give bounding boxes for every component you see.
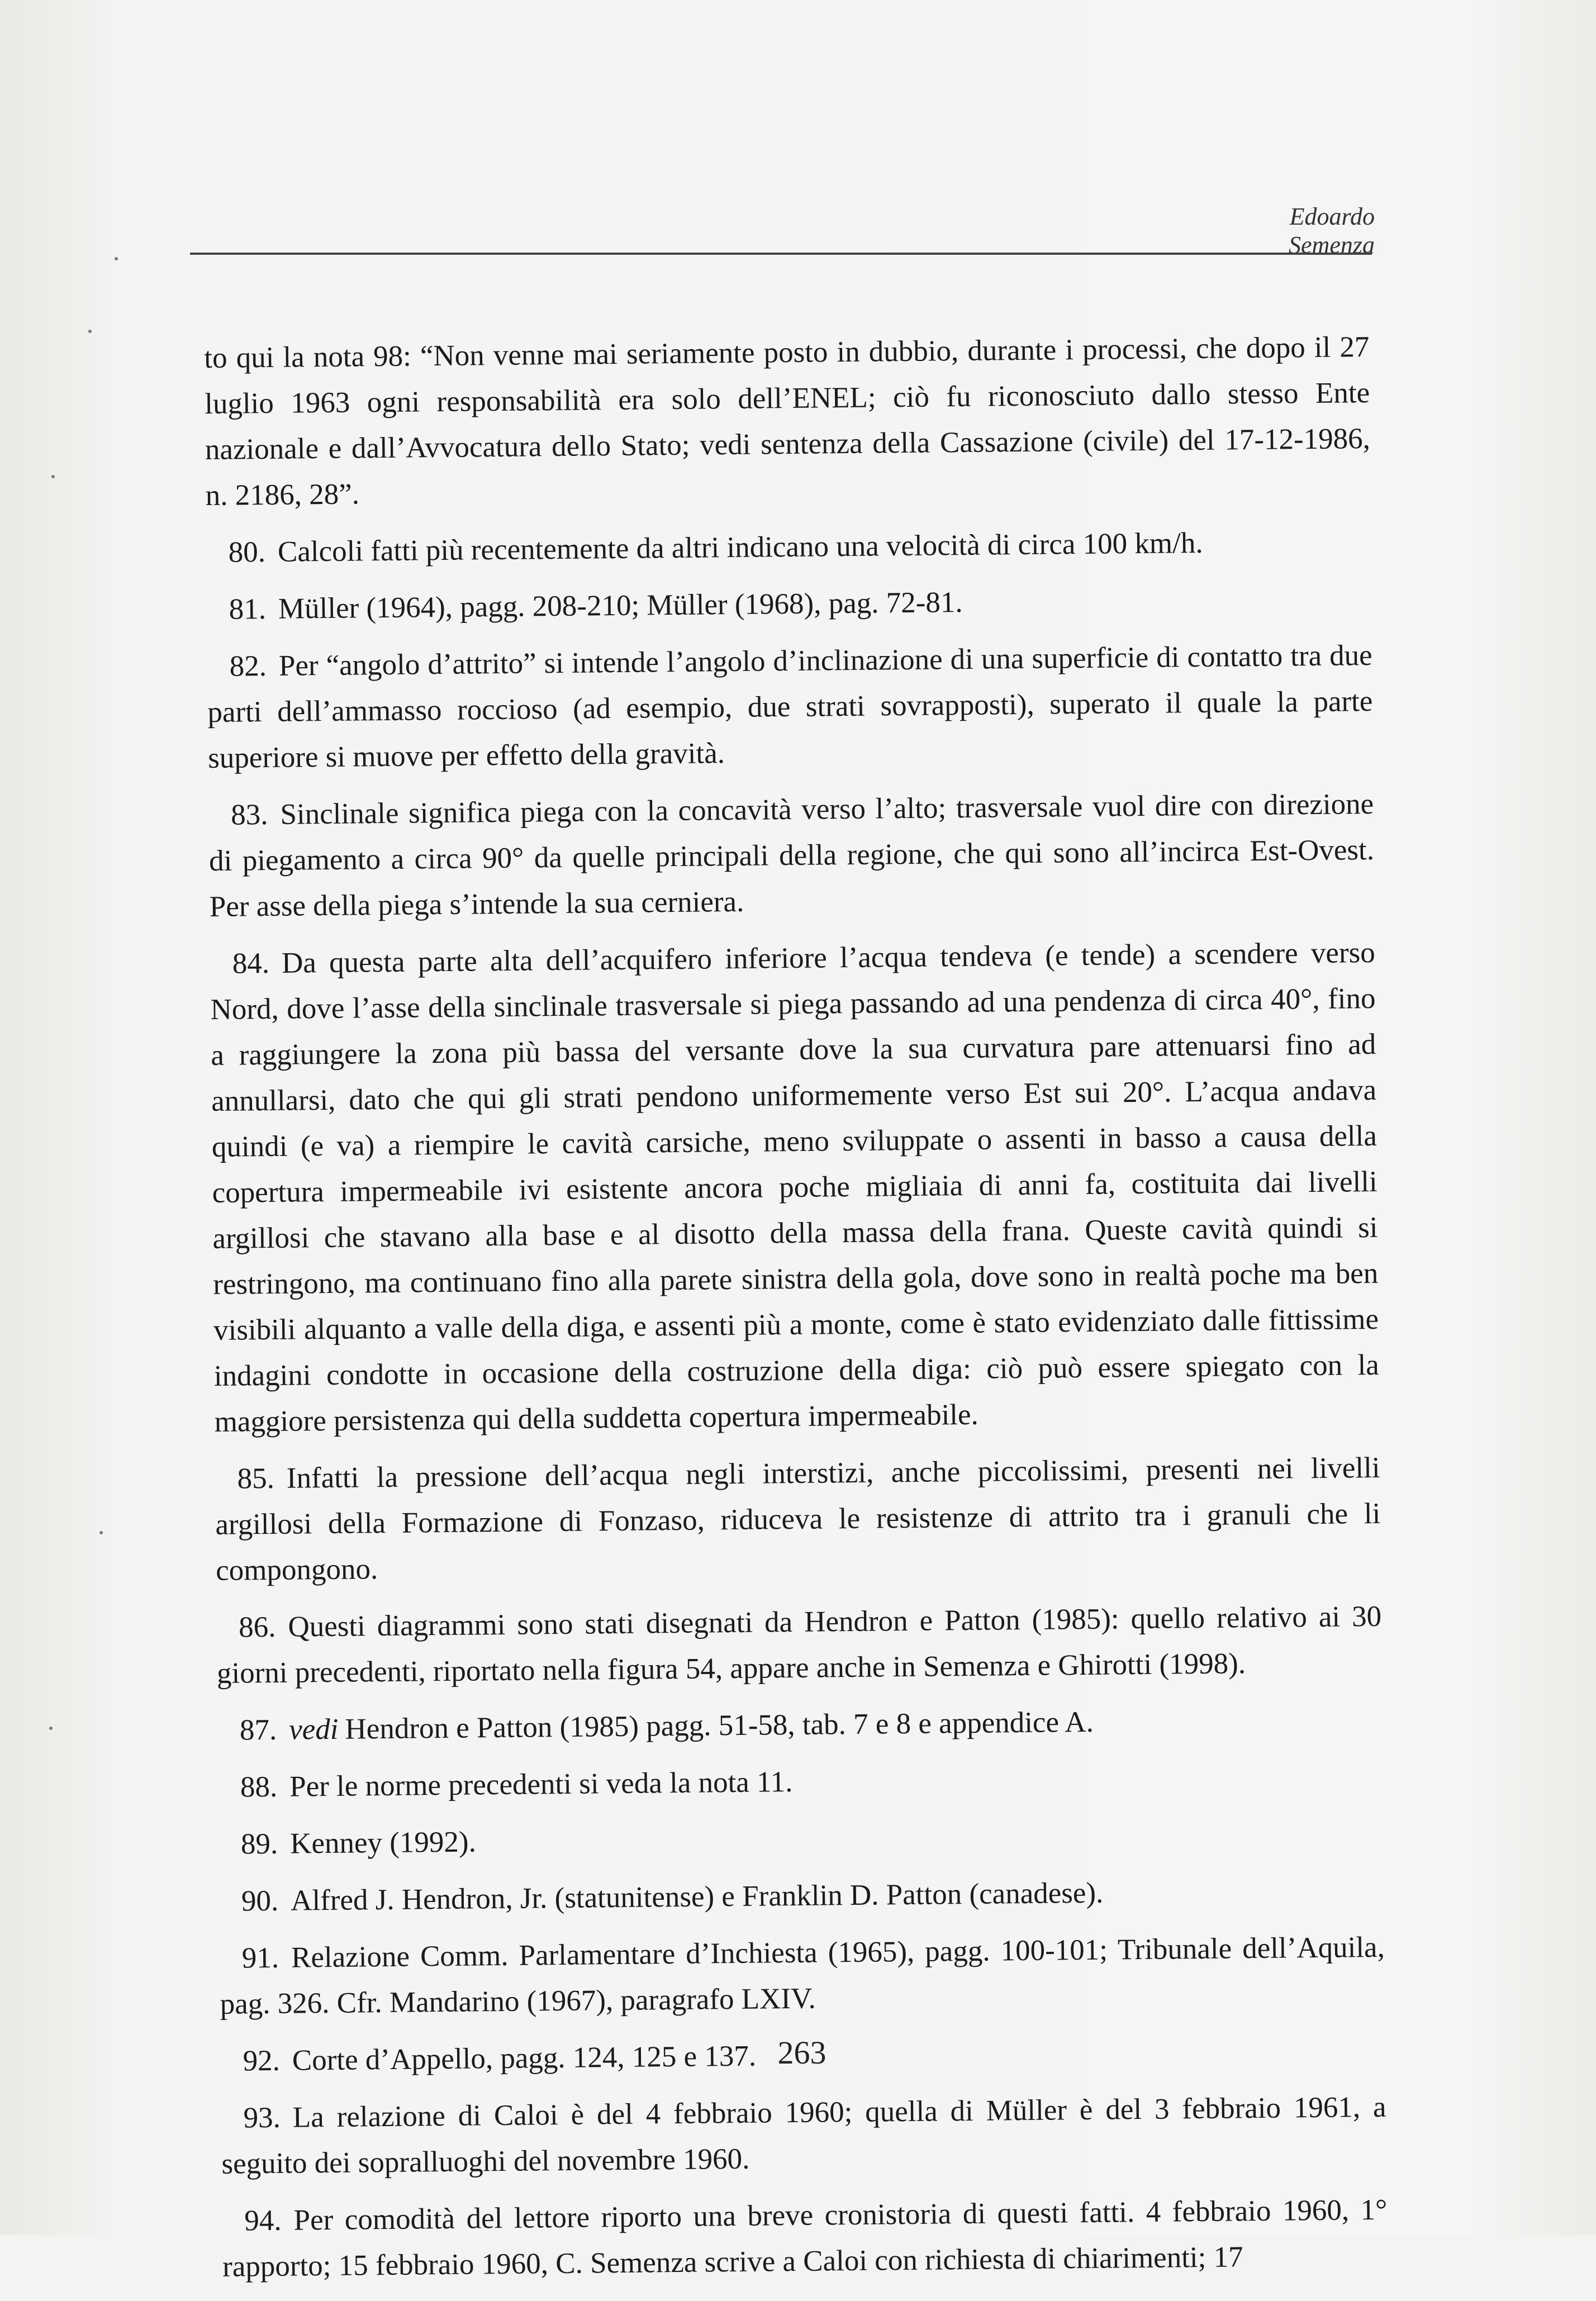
note-text: Calcoli fatti più recentemente da altri indicano una velocità di circa 100 km/h. [277,526,1203,568]
note-text: Per comodità del lettore riporto una breve cronistoria di questi fatti. 4 febbraio 1960, 1° rapporto; 15 febbraio 1960, C. Semenza scrive a Caloi con richiesta di chiarimenti; 17 [222,2193,1388,2283]
note-94 [222,2187,1388,2290]
note-number: 84. [232,947,270,980]
note-text: Relazione Comm. Parlamentare d’Inchiesta (1965), pagg. 100-101; Tribunale dell’Aquila, pag. 326. Cfr. Mandarino (1967), paragrafo LXIV. [220,1931,1385,2020]
note-84 [210,930,1380,1445]
scan-speck [99,1531,103,1534]
note-87 [217,1696,1383,1753]
notes-body [204,324,1388,2301]
note-text: Sinclinale significa piega con la concavità verso l’alto; trasversale vuol dire con direzione di piegamento a circa 90° da quelle principali della regione, che qui sono all’incirca Est-Ovest. Per asse della piega s’intende la sua cerniera. [208,787,1375,923]
running-header: Edoardo Semenza [1289,203,1375,259]
note-85 [215,1445,1381,1594]
note-80 [206,519,1371,576]
scan-speck [115,257,118,260]
note-number: 89. [240,1827,278,1861]
note-number: 94. [244,2204,282,2237]
note-86 [216,1594,1382,1696]
note-89 [218,1810,1384,1867]
note-93 [221,2084,1386,2187]
note-text: Hendron e Patton (1985) pagg. 51-58, tab. 7 e 8 e appendice A. [345,1705,1094,1746]
note-text: Da questa parte alta dell’acquifero inferiore l’acqua tendeva (e tende) a scendere verso Nord, dove l’asse della sinclinale trasversale si piega passando ad una pendenza di circa 40°, fino a raggiungere la zona più bassa del versante dove la sua curvatura pare attenuarsi fino ad annullarsi, dato che qui gli strati pendono uniformemente verso Est sui 20°. L’acqua andava quindi (e va) a riempire le cavità carsiche, meno sviluppate o assenti in basso a causa della copertura impermeabile ivi esistente ancora poche migliaia di anni fa, costituita dai livelli argillosi che stavano alla base e al disotto della massa della frana. Queste cavità quindi si restringono, ma continuano fino alla parete sinistra della gola, dove sono in realtà poche ma ben visibili alquanto a valle della diga, e assenti più a monte, come è stato evidenziato dalle fittissime indagini condotte in occasione della costruzione della diga: ciò può essere spiegato con la maggiore persistenza qui della suddetta copertura impermeabile. [210,936,1380,1438]
note-text: Corte d’Appello, pagg. 124, 125 e 137. [292,2039,757,2077]
note-number: 88. [240,1770,278,1804]
note-91 [219,1924,1385,2027]
scan-speck [51,475,55,478]
note-number: 85. [237,1462,275,1495]
note-83 [208,781,1375,930]
note-text: Alfred J. Hendron, Jr. (statunitense) e Franklin D. Patton (canadese). [290,1876,1104,1917]
note-number: 87. [239,1713,277,1747]
note-text: Müller (1964), pagg. 208-210; Müller (1968), pag. 72-81. [278,586,963,625]
note-lead-italic: vedi [288,1713,339,1746]
note-number: 86. [238,1610,276,1644]
note-81 [206,576,1372,633]
note-number: 80. [228,535,266,569]
note-88 [218,1753,1384,1810]
note-text: Per “angolo d’attrito” si intende l’angolo d’inclinazione di una superficie di contatto tra due parti dell’ammasso roccioso (ad esempio, due strati sovrapposti), superato il quale la parte superiore si muove per effetto della gravità. [207,639,1373,774]
page-number: 263 [777,2034,826,2071]
note-82 [207,633,1373,781]
note-number: 93. [243,2101,281,2134]
scan-speck [49,1727,53,1730]
note-90 [219,1867,1385,1924]
header-rule [190,253,1372,255]
note-number: 90. [241,1884,279,1918]
note-text: La relazione di Caloi è del 4 febbraio 1960; quella di Müller è del 3 febbraio 1961, a seguito dei sopralluoghi del novembre 1960. [221,2090,1386,2180]
note-text: Kenney (1992). [289,1825,477,1860]
note-number: 91. [241,1941,279,1975]
note-number: 82. [229,649,267,683]
note-text: Infatti la pressione dell’acqua negli interstizi, anche piccolissimi, presenti nei livelli argillosi della Formazione di Fonzaso, riduceva le resistenze di attrito tra i granuli che li compongono. [215,1451,1381,1587]
note-number: 83. [230,798,268,831]
note-number: 81. [229,592,267,626]
note-text: Questi diagrammi sono stati disegnati da Hendron e Patton (1985): quello relativo ai 30 giorni precedenti, riportato nella figura 54, appare anche in Semenza e Ghirotti (1998). [216,1600,1382,1690]
scan-speck [88,330,92,333]
note-text: Per le norme precedenti si veda la nota 11. [289,1766,793,1803]
note-number: 92. [243,2044,281,2077]
continuation-paragraph: to qui la nota 98: “Non venne mai seriamente posto in dubbio, durante i processi, che dopo il 27 luglio 1963 ogni responsabilità era solo dell’ENEL; ciò fu riconosciuto dallo stesso Ente nazionale e dall’Avvocatura dello Stato; vedi sentenza della Cassazione (civile) del 17-12-1986, n. 2186, 28”. [204,330,1371,512]
